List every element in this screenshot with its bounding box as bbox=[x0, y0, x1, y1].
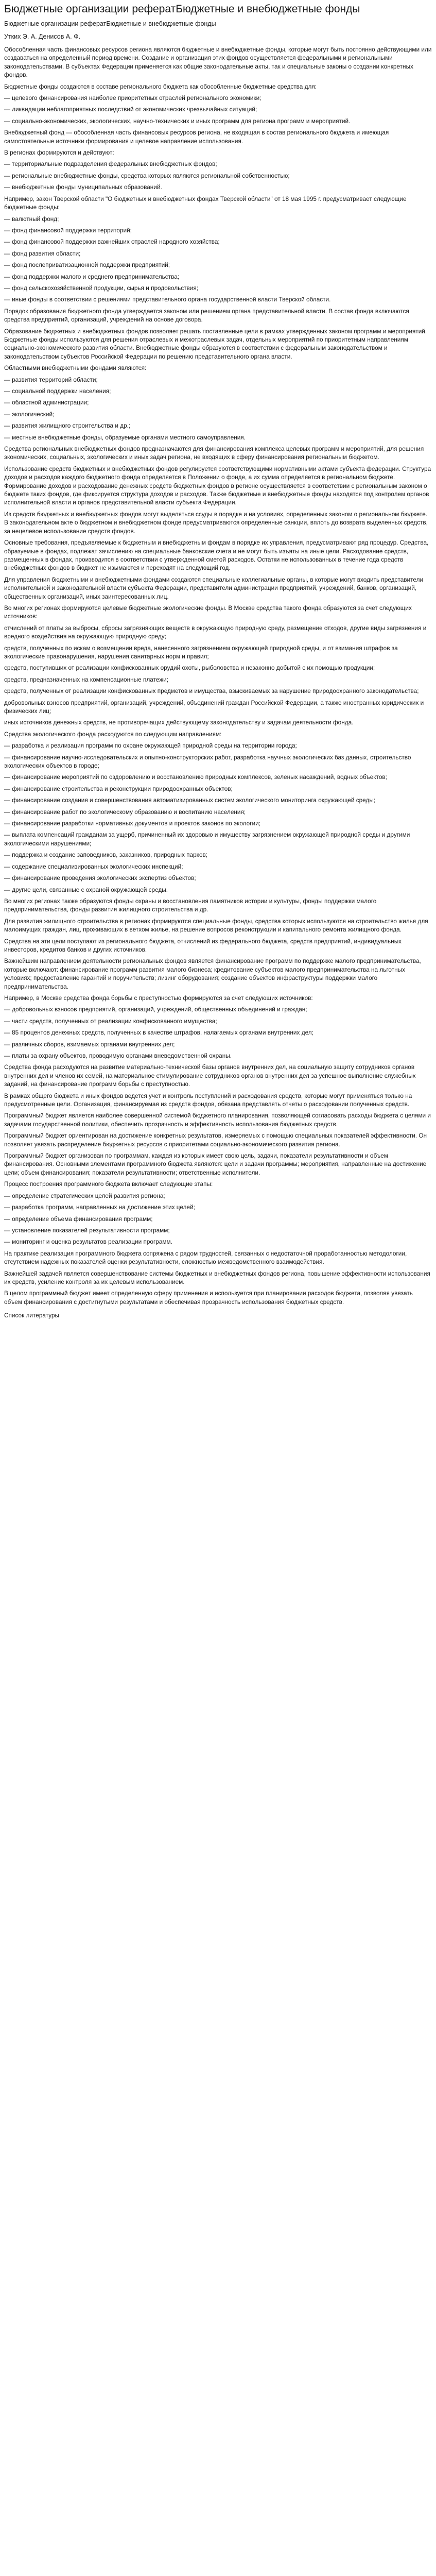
paragraph: — областной администрации; bbox=[4, 399, 89, 406]
paragraph: — фонд финансовой поддержки территорий; bbox=[4, 226, 132, 234]
paragraph: иных источников денежных средств, не противоречащих действующему законодательству и задачам деятельности фонда. bbox=[4, 719, 354, 726]
paragraph: — развития территорий области; bbox=[4, 376, 98, 383]
paragraph: В целом программный бюджет имеет определенную сферу применения и используется при планировании расходов бюджета, позволяя увязать объем финансирования с достигнутыми результатами и обеспечивая прозрачность использования бюджетных средств. bbox=[4, 1290, 413, 1306]
paragraph: — платы за охрану объектов, проводимую органами вневедомственной охраны. bbox=[4, 1052, 232, 1059]
paragraph: — поддержка и создание заповедников, заказников, природных парков; bbox=[4, 851, 208, 859]
paragraph: Бюджетные фонды создаются в составе регионального бюджета как обособленные бюджетные средства для: bbox=[4, 82, 317, 90]
paragraph: — иные фонды в соответствии с решениями представительного органа государственной власти Тверской области. bbox=[4, 296, 331, 303]
paragraph: Обособленная часть финансовых ресурсов региона являются бюджетные и внебюджетные фонды, которые могут быть постоянно действующими или создаваться на определенный период времени. Создание и организация этих фондов осуществляется федеральными и региональными законодательствами. В субъектах Федерации применяется как общие законодательные акты, так и специальные законы о создании конкретных фондов. bbox=[4, 46, 432, 79]
paragraph: Во многих регионах также образуются фонды охраны и восстановления памятников истории и культуры, фонды поддержки малого предпринимательства, фонды развития жилищного строительства и др. bbox=[4, 897, 377, 913]
paragraph: Процесс построения программного бюджета включает следующие этапы: bbox=[4, 1180, 213, 1188]
paragraph: Использование средств бюджетных и внебюджетных фондов регулируется соответствующими нормативными актами субъекта федерации. Структура доходов и расходов каждого бюджетного фонда определяется в Положении о фонде, а их сумма определяется в региональном бюджете. Формирование доходов и расходование денежных средств бюджетных фондов в регионе осуществляется в соответствии с региональным законом о бюджете таких фондов, где фиксируется структура доходов и расходов. Также бюджетные и внебюджетные фонды находятся под контролем органов исполнительной власти и органов представительной власти субъекта Федерации. bbox=[4, 465, 431, 506]
paragraph: Программный бюджет является наиболее совершенной системой бюджетного планирования, позволяющей согласовать расходы бюджета с целями и задачами государственной политики, обеспечить прозрачность и эффективность использования бюджетных средств. bbox=[4, 1112, 431, 1128]
paragraph: Областными внебюджетными фондами являются: bbox=[4, 364, 147, 372]
paragraph: Для развития жилищного строительства в регионах формируются специальные фонды, средства которых используются на строительство жилья для малоимущих граждан, лиц, проживающих в ветхом жилье, на решение вопросов реконструкции и капитального ремонта жилищного фонда. bbox=[4, 917, 428, 934]
references-title: Список литературы bbox=[4, 1312, 60, 1319]
paragraph: — определение объема финансирования программ; bbox=[4, 1215, 153, 1223]
paragraph: — социально-экономических, экологических, научно-технических и иных программ для региона программ и мероприятий. bbox=[4, 117, 351, 125]
paragraph: — разработка и реализация программ по охране окружающей природной среды на территории города; bbox=[4, 742, 297, 750]
paragraph: Программный бюджет организован по программам, каждая из которых имеет свою цель, задачи, показатели результативности и объем финансирования. Основными элементами программного бюджета являются: цели и задачи программы; мероприятия, направленные на достижение цели; объем финансирования; показатели результативности; ответственные исполнители. bbox=[4, 1152, 427, 1176]
paragraph: — различных сборов, взимаемых органами внутренних дел; bbox=[4, 1040, 175, 1048]
paragraph: Программный бюджет ориентирован на достижение конкретных результатов, измеряемых с помощью специальных показателей эффективности. Он позволяет увязать распределение бюджетных ресурсов с приоритетами социально-экономического развития региона. bbox=[4, 1132, 427, 1148]
paragraph: — фонд поддержки малого и среднего предпринимательства; bbox=[4, 273, 180, 280]
paragraph: — валютный фонд; bbox=[4, 215, 59, 223]
paragraph: Средства фонда расходуются на развитие материально-технической базы органов внутренних дел, на социальную защиту сотрудников органов внутренних дел и членов их семей, на материальное стимулирование сотрудников органов внутренних дел за успешное выполнение служебных заданий, на финансирование программ борьбы с преступностью. bbox=[4, 1063, 416, 1088]
paragraph: Средства на эти цели поступают из регионального бюджета, отчислений из федерального бюджета, средств предприятий, индивидуальных инвесторов, кредитов банков и других источников. bbox=[4, 937, 402, 953]
paragraph: отчислений от платы за выбросы, сбросы загрязняющих веществ в окружающую природную среду, размещение отходов, другие виды загрязнения и вредного воздействия на окружающую природную среду; bbox=[4, 624, 427, 640]
paragraph: — фонд сельскохозяйственной продукции, сырья и продовольствия; bbox=[4, 284, 199, 292]
paragraph: В рамках общего бюджета и иных фондов ведется учет и контроль поступлений и расходования средств, которые могут применяться только на предусмотренные цели. Организация, финансируемая из средств фондов, обязана представлять отчеты о расходовании полученных средств. bbox=[4, 1092, 412, 1108]
paragraph: Из средств бюджетных и внебюджетных фондов могут выделяться ссуды в порядке и на условиях, определенных законом о региональном бюджете. В законодательном акте о бюджетном и внебюджетном фонде предусматриваются определенные санкции, вплоть до возврата выделенных средств, за нецелевое использование средств фондов. bbox=[4, 510, 428, 535]
paragraph: — финансирование разработки нормативных документов и проектов законов по экологии; bbox=[4, 820, 260, 827]
document-body bbox=[4, 45, 432, 1306]
paragraph: — фонд послеприватизационной поддержки предприятий; bbox=[4, 261, 170, 269]
paragraph: — финансирование строительства и реконструкции природоохранных объектов; bbox=[4, 785, 233, 792]
document-subtitle: Бюджетные организации рефератБюджетные и внебюджетные фонды bbox=[4, 20, 216, 27]
paragraph: — ликвидации неблагоприятных последствий от экономических чрезвычайных ситуаций; bbox=[4, 106, 257, 113]
paragraph: Важнейшей задачей является совершенствование системы бюджетных и внебюджетных фондов региона, повышение эффективности использования их средств, усиление контроля за их целевым использованием. bbox=[4, 1269, 430, 1285]
paragraph: Порядок образования бюджетного фонда утверждается законом или решением органа представительной власти. В состав фонда включаются средства предприятий, организаций, учреждений на основе договора. bbox=[4, 307, 409, 324]
paragraph: — экологический; bbox=[4, 410, 55, 418]
paragraph: Например, закон Тверской области "О бюджетных и внебюджетных фондах Тверской области" от 18 мая 1995 г. предусматривает следующие бюджетные фонды: bbox=[4, 195, 407, 211]
paragraph: Для управления бюджетными и внебюджетными фондами создаются специальные коллегиальные органы, в которые могут входить представители исполнительной и законодательной власти субъекта Федерации, представители администрации предприятий, учреждений, банков, организаций, общественных организаций, иных заинтересованных лиц. bbox=[4, 575, 424, 600]
paragraph: — региональные внебюджетные фонды, средства которых являются региональной собственностью; bbox=[4, 172, 290, 179]
paragraph: — добровольных взносов предприятий, организаций, учреждений, общественных объединений и граждан; bbox=[4, 1006, 307, 1013]
paragraph: — мониторинг и оценка результатов реализации программ. bbox=[4, 1238, 172, 1246]
paragraph: — содержание специализированных экологических инспекций; bbox=[4, 862, 183, 870]
paragraph: — фонд развития области; bbox=[4, 249, 81, 257]
paragraph: — установление показателей результативности программ; bbox=[4, 1226, 170, 1234]
paragraph: средств, полученных по искам о возмещении вреда, нанесенного загрязнением окружающей природной среды, и от взимания штрафов за экологические правонарушения, нарушения санитарных норм и правил; bbox=[4, 644, 398, 660]
paragraph: Внебюджетный фонд — обособленная часть финансовых ресурсов региона, не входящая в состав регионального бюджета и имеющая самостоятельные источники формирования и целевое направление использования. bbox=[4, 129, 389, 145]
paragraph: Средства экологического фонда расходуются по следующим направлениям: bbox=[4, 730, 222, 738]
paragraph: — финансирование работ по экологическому образованию и воспитанию населения; bbox=[4, 808, 246, 816]
paragraph: — финансирование мероприятий по оздоровлению и восстановлению природных комплексов, зеленых насаждений, водных объектов; bbox=[4, 773, 387, 781]
paragraph: Образование бюджетных и внебюджетных фондов позволяет решать поставленные цели в рамках утвержденных законом программ и мероприятий. Бюджетные фонды используются для решения отраслевых и межотраслевых задач, отдельных мероприятий по приоритетным направлениям социально-экономического развития области. Внебюджетные фонды образуются в соответствии с федеральным законодательством и законодательством субъектов Российской Федерации по решению представительного органа власти. bbox=[4, 327, 427, 360]
paragraph: Во многих регионах формируются целевые бюджетные экологические фонды. В Москве средства такого фонда образуются за счет следующих источников: bbox=[4, 604, 412, 620]
paragraph: — социальной поддержки населения; bbox=[4, 387, 111, 395]
paragraph: — другие цели, связанные с охраной окружающей среды. bbox=[4, 886, 168, 893]
paragraph: — финансирование создания и совершенствования автоматизированных систем экологического мониторинга окружающей среды; bbox=[4, 796, 376, 804]
paragraph: средств, поступивших от реализации конфискованных орудий охоты, рыболовства и незаконно добытой с их помощью продукции; bbox=[4, 664, 375, 672]
paragraph: — целевого финансирования наиболее приоритетных отраслей регионального экономики; bbox=[4, 94, 261, 102]
paragraph: — развития жилищного строительства и др.; bbox=[4, 422, 131, 430]
paragraph: — местные внебюджетные фонды, образуемые органами местного самоуправления. bbox=[4, 433, 246, 441]
paragraph: средств, полученных от реализации конфискованных предметов и имущества, взыскиваемых за нарушение природоохранного законодательства; bbox=[4, 687, 419, 695]
paragraph: — фонд финансовой поддержки важнейших отраслей народного хозяйства; bbox=[4, 238, 220, 246]
paragraph: В регионах формируются и действуют: bbox=[4, 149, 114, 157]
paragraph: — выплата компенсаций гражданам за ущерб, причиненный их здоровью и имуществу загрязнением окружающей природной среды и другими экологическими нарушениями; bbox=[4, 831, 410, 847]
paragraph: средств, предназначенных на компенсационные платежи; bbox=[4, 675, 168, 683]
document-title: Бюджетные организации рефератБюджетные и внебюджетные фонды bbox=[4, 3, 360, 15]
paragraph: Основные требования, предъявляемые к бюджетным и внебюджетным фондам в порядке их управления, предусматривают ряд процедур. Средства, образуемые в фондах, подлежат зачислению на специальные банковские счета и не могут быть изъяты на иные цели. Расходование средств, размещенных в фондах, производится в соответствии с утвержденной сметой расходов. Остатки не использованных в течение года средств внебюджетных фондов в бюджет не изымаются и переходят на следующий год. bbox=[4, 539, 429, 572]
paragraph: добровольных взносов предприятий, организаций, учреждений, объединений граждан Российской Федерации, а также иностранных юридических и физических лиц; bbox=[4, 699, 424, 715]
paragraph: Например, в Москве средства фонда борьбы с преступностью формируются за счет следующих источников: bbox=[4, 994, 313, 1002]
paragraph: — финансирование научно-исследовательских и опытно-конструкторских работ, разработка научных экологических баз данных, строительство экологических объектов в городе; bbox=[4, 753, 411, 770]
paragraph: — финансирование проведения экологических экспертиз объектов; bbox=[4, 874, 196, 882]
paragraph: — определение стратегических целей развития региона; bbox=[4, 1192, 165, 1199]
paragraph: Средства региональных внебюджетных фондов предназначаются для финансирования комплекса целевых программ и мероприятий, для решения экономических, социальных, экологических и иных задач региона, не входящих в сферу финансирования региональным бюджетом. bbox=[4, 445, 424, 461]
paragraph: На практике реализация программного бюджета сопряжена с рядом трудностей, связанных с недостаточной проработанностью методологии, отсутствием надежных показателей оценки результативности, сложностью межведомственного взаимодействия. bbox=[4, 1249, 407, 1266]
paragraph: — внебюджетные фонды муниципальных образований. bbox=[4, 183, 162, 191]
paragraph: — 85 процентов денежных средств, полученных в качестве штрафов, налагаемых органами внутренних дел; bbox=[4, 1029, 313, 1037]
paragraph: — разработка программ, направленных на достижение этих целей; bbox=[4, 1204, 195, 1211]
document-author: Утких Э. А. Денисов А. Ф. bbox=[4, 33, 81, 40]
paragraph: — территориальные подразделения федеральных внебюджетных фондов; bbox=[4, 160, 217, 168]
paragraph: — части средств, полученных от реализации конфискованного имущества; bbox=[4, 1017, 217, 1025]
paragraph: Важнейшим направлением деятельности региональных фондов является финансирование программ по поддержке малого предпринимательства, которые включают: финансирование программ развития малого бизнеса; кредитование субъектов малого предпринимательства на льготных условиях; предоставление гарантий и поручительств; лизинг оборудования; создание объектов инфраструктуры поддержки малого предпринимательства. bbox=[4, 957, 421, 990]
